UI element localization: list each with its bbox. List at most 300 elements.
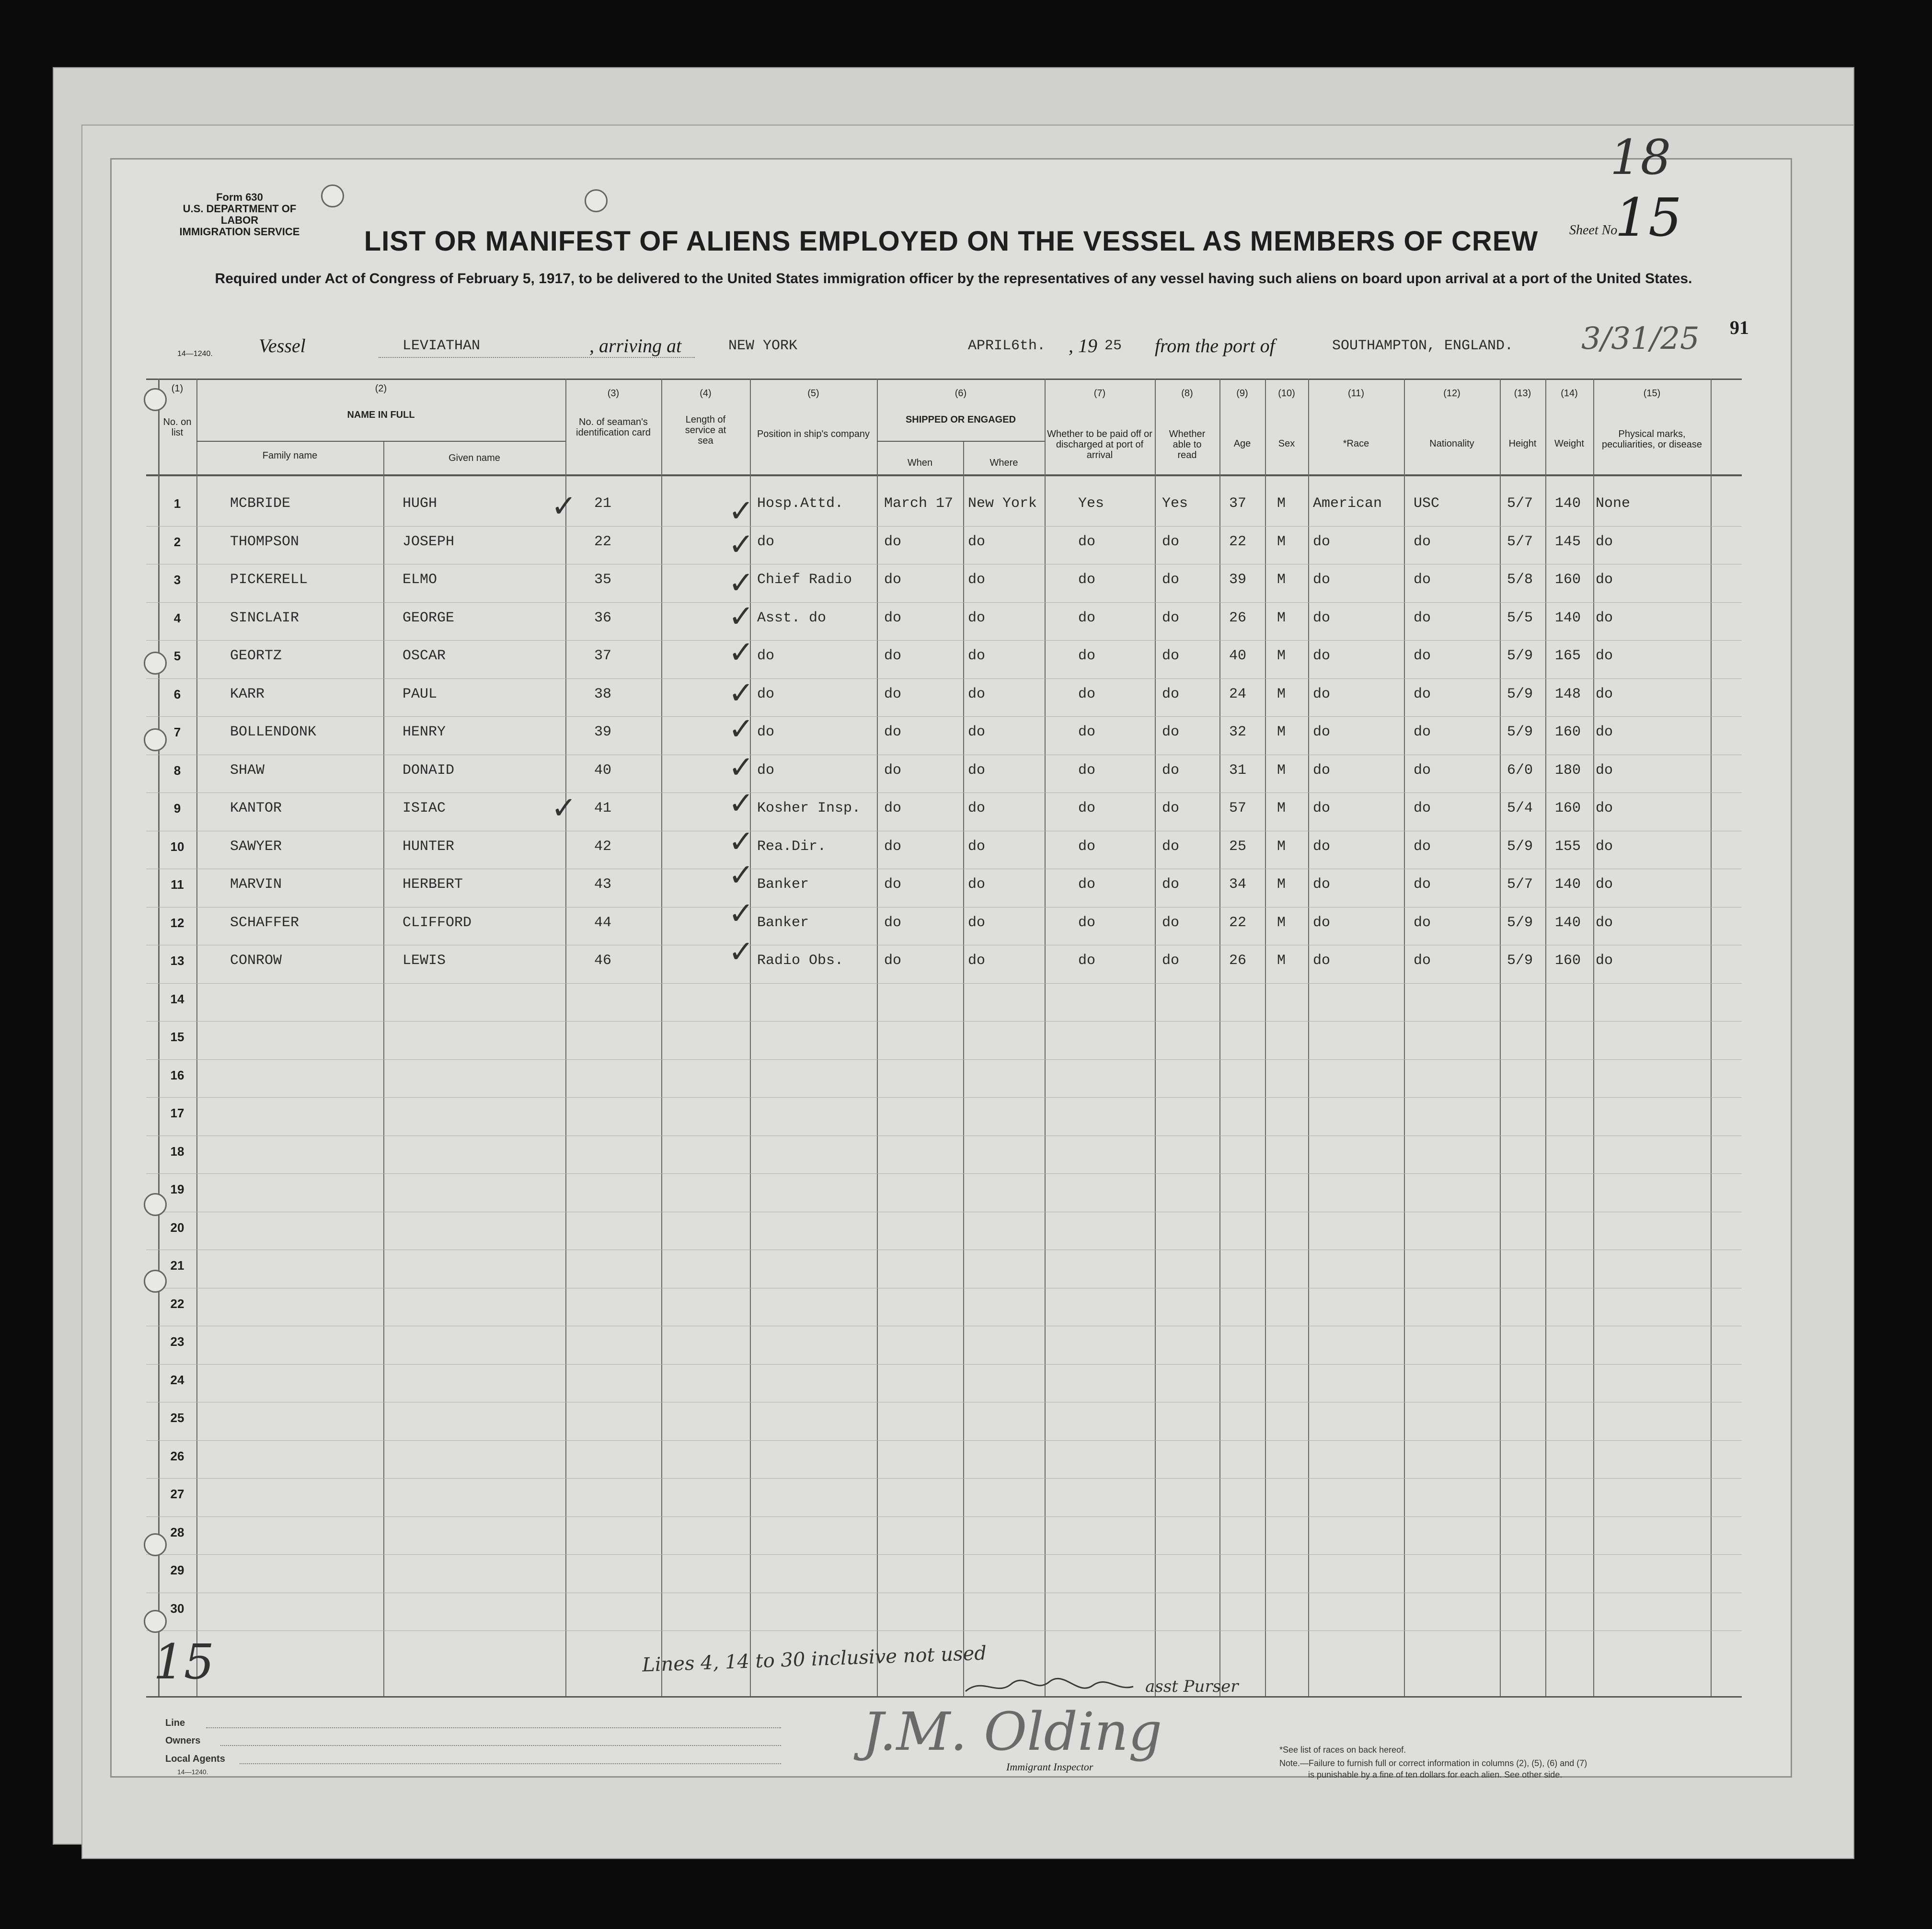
printer-code: 14—1240. xyxy=(177,350,213,358)
row-rule xyxy=(146,1516,1742,1517)
sex-cell: M xyxy=(1277,495,1286,512)
age-cell: 39 xyxy=(1229,572,1247,588)
id-card-cell: 46 xyxy=(594,953,612,969)
shipped-where-cell: do xyxy=(968,762,986,779)
footer-code: 14—1240. xyxy=(177,1768,208,1776)
paid-off-cell: do xyxy=(1078,800,1096,816)
colnum-7: (7) xyxy=(1093,388,1106,399)
position-cell: Kosher Insp. xyxy=(757,800,861,816)
nationality-cell: do xyxy=(1414,572,1431,588)
race-cell: do xyxy=(1313,953,1331,969)
given-name-cell: GEORGE xyxy=(402,609,455,626)
sex-cell: M xyxy=(1277,533,1286,550)
arriving-label: , arriving at xyxy=(589,335,682,356)
col-divider xyxy=(1404,379,1405,1696)
shipped-where-cell: do xyxy=(968,724,986,740)
paid-off-cell: do xyxy=(1078,609,1096,626)
row-number: 15 xyxy=(170,1030,184,1044)
line-dotline xyxy=(206,1727,781,1728)
table-top-rule xyxy=(146,379,1742,380)
physical-marks-cell: do xyxy=(1596,572,1613,588)
sex-cell: M xyxy=(1277,572,1286,588)
penalty-note-2: is punishable by a fine of ten dollars for each alien. See other side. xyxy=(1308,1770,1563,1780)
row-number: 9 xyxy=(173,801,181,815)
nationality-cell: USC xyxy=(1414,495,1440,512)
colnum-3: (3) xyxy=(607,388,620,399)
family-name-cell: SINCLAIR xyxy=(230,609,299,626)
row-rule xyxy=(146,602,1742,603)
shipped-where-cell: New York xyxy=(968,495,1037,512)
able-to-read-cell: do xyxy=(1162,876,1180,893)
row-number: 11 xyxy=(171,877,184,892)
header-able-read: Whether able to read xyxy=(1169,429,1206,460)
col-divider xyxy=(1545,379,1546,1696)
service-name: IMMIGRATION SERVICE xyxy=(179,226,300,238)
table-header-rule xyxy=(146,474,1742,476)
header-family-name: Family name xyxy=(262,450,318,461)
given-name-cell: LEWIS xyxy=(402,953,446,969)
header-id-card: No. of seaman's identification card xyxy=(576,417,651,438)
col-divider xyxy=(565,379,566,1696)
id-card-cell: 35 xyxy=(594,572,612,588)
family-name-cell: KARR xyxy=(230,686,265,702)
id-card-cell: 41 xyxy=(594,800,612,816)
given-name-cell: DONAID xyxy=(402,762,455,779)
weight-cell: 140 xyxy=(1555,876,1581,893)
header-where: Where xyxy=(989,458,1018,468)
row-rule xyxy=(146,640,1742,641)
handwritten-page-number: 15 xyxy=(153,1634,215,1690)
row-number: 4 xyxy=(173,610,181,625)
race-cell: do xyxy=(1313,762,1331,779)
paid-off-cell: do xyxy=(1078,838,1096,855)
header-no-on-list: No. on list xyxy=(163,417,192,438)
row-number: 14 xyxy=(170,991,184,1006)
id-card-cell: 40 xyxy=(594,762,612,779)
physical-marks-cell: do xyxy=(1596,838,1613,855)
row-number: 21 xyxy=(170,1258,184,1273)
row-number: 5 xyxy=(173,649,181,663)
weight-cell: 160 xyxy=(1555,724,1581,740)
col-divider xyxy=(963,441,964,1696)
shipped-when-cell: do xyxy=(884,914,902,931)
race-cell: do xyxy=(1313,533,1331,550)
nationality-cell: do xyxy=(1414,609,1431,626)
height-cell: 5/9 xyxy=(1507,914,1533,931)
id-card-cell: 44 xyxy=(594,914,612,931)
from-port-label: from the port of xyxy=(1155,335,1275,356)
height-cell: 5/9 xyxy=(1507,648,1533,664)
check-mark: ✓ xyxy=(728,896,754,931)
header-sex: Sex xyxy=(1278,438,1295,449)
position-cell: do xyxy=(757,533,775,550)
nationality-cell: do xyxy=(1414,533,1431,550)
position-cell: Radio Obs. xyxy=(757,953,844,969)
row-rule xyxy=(146,1440,1742,1441)
paid-off-cell: do xyxy=(1078,572,1096,588)
vessel-name: LEVIATHAN xyxy=(402,338,481,354)
header-when: When xyxy=(907,458,933,468)
row-rule xyxy=(146,1364,1742,1365)
check-mark: ✓ xyxy=(728,858,754,893)
check-mark: ✓ xyxy=(728,494,754,529)
check-mark: ✓ xyxy=(728,934,754,970)
owners-label: Owners xyxy=(165,1735,201,1746)
corner-number: 91 xyxy=(1730,317,1749,338)
physical-marks-cell: do xyxy=(1596,914,1613,931)
sex-cell: M xyxy=(1277,953,1286,969)
punch-hole xyxy=(144,1193,167,1216)
race-cell: do xyxy=(1313,572,1331,588)
row-number: 13 xyxy=(170,953,184,968)
colnum-6: (6) xyxy=(954,388,967,399)
race-cell: do xyxy=(1313,609,1331,626)
row-rule xyxy=(146,526,1742,527)
sex-cell: M xyxy=(1277,648,1286,664)
handwritten-top-number: 18 xyxy=(1610,129,1671,185)
check-mark: ✓ xyxy=(728,599,754,634)
check-mark: ✓ xyxy=(728,527,754,563)
punch-hole xyxy=(585,189,608,212)
row-number: 10 xyxy=(170,839,184,854)
given-name-cell: HENRY xyxy=(402,724,446,740)
vessel-dotline xyxy=(379,357,695,358)
paid-off-cell: do xyxy=(1078,953,1096,969)
physical-marks-cell: do xyxy=(1596,762,1613,779)
check-mark: ✓ xyxy=(728,750,754,785)
col-divider xyxy=(1219,379,1220,1696)
header-height: Height xyxy=(1508,438,1537,449)
sheet-number-label: Sheet No xyxy=(1569,223,1618,238)
inspector-signature: J.M. Olding xyxy=(862,1701,1162,1762)
shipped-when-cell: do xyxy=(884,533,902,550)
able-to-read-cell: do xyxy=(1162,648,1180,664)
able-to-read-cell: do xyxy=(1162,724,1180,740)
sex-cell: M xyxy=(1277,724,1286,740)
nationality-cell: do xyxy=(1414,648,1431,664)
race-cell: do xyxy=(1313,724,1331,740)
nationality-cell: do xyxy=(1414,914,1431,931)
row-number: 19 xyxy=(170,1182,184,1196)
check-mark: ✓ xyxy=(551,489,577,524)
colnum-13: (13) xyxy=(1514,388,1531,399)
col-divider xyxy=(1045,379,1046,1696)
punch-hole xyxy=(144,728,167,751)
able-to-read-cell: do xyxy=(1162,533,1180,550)
check-mark: ✓ xyxy=(728,676,754,711)
owners-dotline xyxy=(220,1745,781,1746)
age-cell: 40 xyxy=(1229,648,1247,664)
colnum-15: (15) xyxy=(1643,388,1661,399)
col-divider xyxy=(1155,379,1156,1696)
colnum-11: (11) xyxy=(1347,388,1365,399)
header-race: *Race xyxy=(1343,438,1369,449)
col-divider xyxy=(1593,379,1594,1696)
race-cell: do xyxy=(1313,914,1331,931)
id-card-cell: 42 xyxy=(594,838,612,855)
header-subrule xyxy=(196,441,565,442)
position-cell: Chief Radio xyxy=(757,572,852,588)
colnum-14: (14) xyxy=(1561,388,1578,399)
row-rule xyxy=(146,716,1742,717)
able-to-read-cell: do xyxy=(1162,609,1180,626)
handwritten-unused-lines-note: Lines 4, 14 to 30 inclusive not used xyxy=(642,1642,987,1676)
nationality-cell: do xyxy=(1414,724,1431,740)
sex-cell: M xyxy=(1277,800,1286,816)
row-number: 2 xyxy=(173,534,181,549)
header-age: Age xyxy=(1233,438,1251,449)
weight-cell: 160 xyxy=(1555,800,1581,816)
shipped-where-cell: do xyxy=(968,838,986,855)
paid-off-cell: do xyxy=(1078,914,1096,931)
col-divider xyxy=(383,441,384,1696)
weight-cell: 180 xyxy=(1555,762,1581,779)
given-name-cell: JOSEPH xyxy=(402,533,455,550)
physical-marks-cell: do xyxy=(1596,686,1613,702)
row-number: 25 xyxy=(170,1411,184,1425)
colnum-10: (10) xyxy=(1278,388,1295,399)
row-number: 28 xyxy=(170,1525,184,1539)
purser-signature-title: asst Purser xyxy=(1145,1677,1239,1696)
physical-marks-cell: do xyxy=(1596,953,1613,969)
row-number: 3 xyxy=(173,573,181,587)
row-number: 1 xyxy=(173,496,181,511)
header-subrule xyxy=(877,441,1045,442)
shipped-where-cell: do xyxy=(968,876,986,893)
row-number: 23 xyxy=(170,1334,184,1349)
row-rule xyxy=(146,1059,1742,1060)
height-cell: 5/9 xyxy=(1507,724,1533,740)
shipped-when-cell: do xyxy=(884,838,902,855)
age-cell: 25 xyxy=(1229,838,1247,855)
nationality-cell: do xyxy=(1414,838,1431,855)
age-cell: 34 xyxy=(1229,876,1247,893)
page-subtitle: Required under Act of Congress of February 5, 1917, to be delivered to the United States immigration officer by the representatives of any vessel having such aliens on board upon arrival at a port of the United States. xyxy=(215,271,1692,287)
position-cell: Banker xyxy=(757,914,809,931)
row-number: 17 xyxy=(170,1106,184,1120)
shipped-when-cell: do xyxy=(884,609,902,626)
shipped-when-cell: do xyxy=(884,724,902,740)
shipped-when-cell: do xyxy=(884,876,902,893)
inspector-label: Immigrant Inspector xyxy=(1006,1761,1093,1773)
header-weight: Weight xyxy=(1554,438,1584,449)
check-mark: ✓ xyxy=(728,824,754,860)
given-name-cell: OSCAR xyxy=(402,648,446,664)
race-cell: do xyxy=(1313,838,1331,855)
family-name-cell: GEORTZ xyxy=(230,648,282,664)
id-card-cell: 37 xyxy=(594,648,612,664)
sex-cell: M xyxy=(1277,609,1286,626)
vessel-label: Vessel xyxy=(259,335,306,356)
row-number: 24 xyxy=(170,1372,184,1387)
colnum-8: (8) xyxy=(1181,388,1193,399)
row-rule xyxy=(146,1554,1742,1555)
row-number: 7 xyxy=(173,725,181,739)
family-name-cell: BOLLENDONK xyxy=(230,724,317,740)
col-divider xyxy=(877,379,878,1696)
id-card-cell: 39 xyxy=(594,724,612,740)
nationality-cell: do xyxy=(1414,953,1431,969)
height-cell: 5/7 xyxy=(1507,533,1533,550)
check-mark: ✓ xyxy=(728,712,754,747)
race-cell: do xyxy=(1313,648,1331,664)
row-rule xyxy=(146,1630,1742,1631)
family-name-cell: THOMPSON xyxy=(230,533,299,550)
position-cell: Rea.Dir. xyxy=(757,838,827,855)
given-name-cell: ELMO xyxy=(402,572,437,588)
family-name-cell: MARVIN xyxy=(230,876,282,893)
position-cell: Hosp.Attd. xyxy=(757,495,844,512)
row-rule xyxy=(146,1173,1742,1174)
id-card-cell: 22 xyxy=(594,533,612,550)
family-name-cell: CONROW xyxy=(230,953,282,969)
family-name-cell: MCBRIDE xyxy=(230,495,291,512)
age-cell: 24 xyxy=(1229,686,1247,702)
sex-cell: M xyxy=(1277,876,1286,893)
row-number: 22 xyxy=(170,1296,184,1311)
sheet-number: 15 xyxy=(1615,187,1682,248)
colnum-4: (4) xyxy=(700,388,712,399)
shipped-when-cell: do xyxy=(884,800,902,816)
weight-cell: 140 xyxy=(1555,609,1581,626)
id-card-cell: 21 xyxy=(594,495,612,512)
nationality-cell: do xyxy=(1414,762,1431,779)
weight-cell: 165 xyxy=(1555,648,1581,664)
row-number: 20 xyxy=(170,1220,184,1235)
arrival-date: APRIL6th. xyxy=(968,338,1046,354)
given-name-cell: HUGH xyxy=(402,495,437,512)
able-to-read-cell: do xyxy=(1162,914,1180,931)
age-cell: 22 xyxy=(1229,533,1247,550)
row-number: 27 xyxy=(170,1487,184,1501)
colnum-5: (5) xyxy=(807,388,819,399)
height-cell: 5/9 xyxy=(1507,953,1533,969)
given-name-cell: HERBERT xyxy=(402,876,463,893)
height-cell: 5/8 xyxy=(1507,572,1533,588)
header-position: Position in ship's company xyxy=(757,429,870,439)
able-to-read-cell: do xyxy=(1162,838,1180,855)
row-rule xyxy=(146,792,1742,793)
physical-marks-cell: do xyxy=(1596,800,1613,816)
sex-cell: M xyxy=(1277,762,1286,779)
shipped-where-cell: do xyxy=(968,686,986,702)
row-rule xyxy=(146,1021,1742,1022)
col-divider xyxy=(1265,379,1266,1696)
physical-marks-cell: do xyxy=(1596,648,1613,664)
col-divider xyxy=(1711,379,1712,1696)
line-label: Line xyxy=(165,1718,185,1728)
physical-marks-cell: do xyxy=(1596,533,1613,550)
height-cell: 5/9 xyxy=(1507,838,1533,855)
shipped-where-cell: do xyxy=(968,609,986,626)
row-rule xyxy=(146,678,1742,679)
height-cell: 6/0 xyxy=(1507,762,1533,779)
race-cell: do xyxy=(1313,686,1331,702)
punch-hole xyxy=(144,1610,167,1633)
height-cell: 5/7 xyxy=(1507,876,1533,893)
punch-hole xyxy=(144,388,167,411)
nationality-cell: do xyxy=(1414,686,1431,702)
shipped-where-cell: do xyxy=(968,800,986,816)
height-cell: 5/9 xyxy=(1507,686,1533,702)
col-divider xyxy=(196,379,197,1696)
id-card-cell: 43 xyxy=(594,876,612,893)
paid-off-cell: do xyxy=(1078,724,1096,740)
position-cell: Banker xyxy=(757,876,809,893)
page-title: LIST OR MANIFEST OF ALIENS EMPLOYED ON THE VESSEL AS MEMBERS OF CREW xyxy=(364,226,1539,257)
col-divider xyxy=(661,379,662,1696)
physical-marks-cell: do xyxy=(1596,724,1613,740)
shipped-when-cell: do xyxy=(884,648,902,664)
agents-dotline xyxy=(240,1763,781,1764)
origin-port: SOUTHAMPTON, ENGLAND. xyxy=(1332,338,1514,354)
weight-cell: 140 xyxy=(1555,495,1581,512)
punch-hole xyxy=(144,1533,167,1556)
arrival-year: 25 xyxy=(1104,338,1122,354)
position-cell: Asst. do xyxy=(757,609,827,626)
paid-off-cell: do xyxy=(1078,876,1096,893)
age-cell: 31 xyxy=(1229,762,1247,779)
row-rule xyxy=(146,983,1742,984)
row-number: 18 xyxy=(170,1144,184,1159)
paid-off-cell: do xyxy=(1078,533,1096,550)
races-note: *See list of races on back hereof. xyxy=(1279,1745,1406,1755)
nationality-cell: do xyxy=(1414,876,1431,893)
punch-hole xyxy=(321,184,344,207)
local-agents-label: Local Agents xyxy=(165,1754,225,1764)
header-paid-off: Whether to be paid off or discharged at port of arrival xyxy=(1047,429,1152,460)
header-name-in-full: NAME IN FULL xyxy=(347,410,415,420)
age-cell: 22 xyxy=(1229,914,1247,931)
sex-cell: M xyxy=(1277,914,1286,931)
form-number: Form 630 xyxy=(216,191,263,203)
race-cell: do xyxy=(1313,876,1331,893)
able-to-read-cell: do xyxy=(1162,953,1180,969)
row-number: 12 xyxy=(170,915,184,930)
colnum-9: (9) xyxy=(1236,388,1248,399)
position-cell: do xyxy=(757,686,775,702)
header-length-service: Length of service at sea xyxy=(685,414,726,446)
colnum-2: (2) xyxy=(375,383,387,394)
race-cell: American xyxy=(1313,495,1382,512)
header-nationality: Nationality xyxy=(1429,438,1474,449)
header-physical: Physical marks, peculiarities, or disease xyxy=(1602,429,1702,450)
colnum-1: (1) xyxy=(171,383,184,394)
physical-marks-cell: do xyxy=(1596,876,1613,893)
shipped-where-cell: do xyxy=(968,914,986,931)
id-card-cell: 38 xyxy=(594,686,612,702)
age-cell: 57 xyxy=(1229,800,1247,816)
family-name-cell: SCHAFFER xyxy=(230,914,299,931)
shipped-when-cell: do xyxy=(884,572,902,588)
row-number: 29 xyxy=(170,1563,184,1577)
able-to-read-cell: do xyxy=(1162,762,1180,779)
header-shipped: SHIPPED OR ENGAGED xyxy=(905,414,1016,425)
id-card-cell: 36 xyxy=(594,609,612,626)
shipped-when-cell: do xyxy=(884,762,902,779)
age-cell: 26 xyxy=(1229,609,1247,626)
family-name-cell: SHAW xyxy=(230,762,265,779)
row-number: 6 xyxy=(173,687,181,701)
height-cell: 5/5 xyxy=(1507,609,1533,626)
col-divider xyxy=(1500,379,1501,1696)
row-rule xyxy=(146,1097,1742,1098)
paid-off-cell: do xyxy=(1078,648,1096,664)
able-to-read-cell: Yes xyxy=(1162,495,1188,512)
manifest-page xyxy=(110,129,1792,1780)
family-name-cell: SAWYER xyxy=(230,838,282,855)
col-divider xyxy=(1308,379,1309,1696)
